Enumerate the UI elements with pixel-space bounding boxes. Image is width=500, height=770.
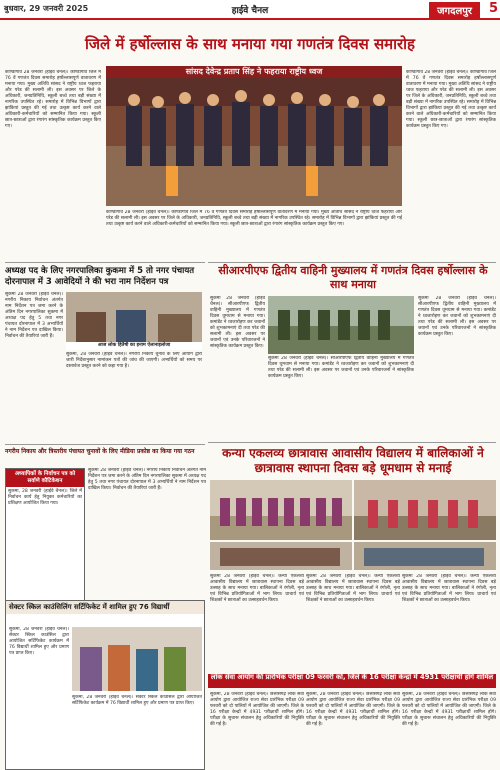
box-left-2-headline: सेक्टर स्किल काउंसिलिंग सर्टिफिकेट में शामिल हुए 76 विद्यार्थी [6, 601, 204, 614]
exam-body-2: सुकमा, 28 जनवरी (हाईवे चैनल)। छत्तीसगढ़ लोक सेवा आयोग द्वारा आयोजित राज्य सेवा प्रारंभिक परीक्षा 09 फरवरी को दो पालियों में आयोजित की जाएगी। जिले के 16 परीक्षा केन्द्रों में 4931 परीक्षार्थी शामिल होंगे। परीक्षा के सुचारू संचालन हेतु अधिकारियों की नियुक्ति की गई है। [306, 692, 400, 727]
school-headline: कन्या एकलव्य छात्रावास आवासीय विद्यालय में बालिकाओं ने छात्रावास स्थापना दिवस बड़े धूमधाम से मनाई [222, 446, 484, 475]
masthead-city: जगदलपुर [429, 2, 480, 18]
exam-body-3: सुकमा, 28 जनवरी (हाईवे चैनल)। छत्तीसगढ़ लोक सेवा आयोग द्वारा आयोजित राज्य सेवा प्रारंभिक परीक्षा 09 फरवरी को दो पालियों में आयोजित की जाएगी। जिले के 16 परीक्षा केन्द्रों में 4931 परीक्षार्थी शामिल होंगे। परीक्षा के सुचारू संचालन हेतु अधिकारियों की नियुक्ति की गई है। [402, 692, 496, 727]
left-extra-body: सुकमा 28 जनवरी (हाईवे चैनल)। नगरीय निकाय निर्वाचन अंतर्गत नाम निर्देशन पत्र जमा करने के अंतिम दिन नगरपालिका सुकमा में अध्यक्ष पद हेतु 5 तथा नगर पंचायत दोरनापाल में 3 अभ्यर्थियों ने नाम निर्देशन पत्र दाखिल किया। निर्वाचन की तैयारियां जारी हैं। [88, 468, 206, 491]
left-story-body: सुकमा 28 जनवरी (हाईवे चैनल)। नगरीय निकाय निर्वाचन अंतर्गत नाम निर्देशन पत्र जमा करने के अंतिम दिन नगरपालिका सुकमा में अध्यक्ष पद हेतु 5 तथा नगर पंचायत दोरनापाल में 3 अभ्यर्थियों ने नाम निर्देशन पत्र दाखिल किया। निर्वाचन की तैयारियां जारी हैं। [5, 292, 63, 339]
crpf-body-right: सुकमा 28 जनवरी (हाईवे चैनल)। सीआरपीएफ द्वितीय वाहिनी मुख्यालय में गणतंत्र दिवस धूमधाम से मनाया गया। कमांडेंट ने ध्वजारोहण कर जवानों को शुभकामनाएं दी तथा परेड की सलामी ली। इस अवसर पर जवानों एवं उनके परिवारजनों ने सांस्कृतिक कार्यक्रम प्रस्तुत किए। [418, 296, 496, 337]
page-number: 5 [488, 1, 498, 16]
main-story-body: कोण्डागांव 28 जनवरी (हाईवे चैनल)। कोण्डागांव जिले में 76 वें गणतंत्र दिवस समारोह हर्षोल्लासपूर्ण वातावरण में मनाया गया। मुख्य अतिथि सांसद ने राष्ट्रीय ध्वज फहराया और परेड की सलामी ली। इस अवसर पर जिले के अधिकारी, जनप्रतिनिधि, स्कूली बच्चे तथा बड़ी संख्या में नागरिक उपस्थित रहे। समारोह में विभिन्न विभागों द्वारा झांकियां प्रस्तुत की गई तथा उत्कृष्ट कार्य करने वाले अधिकारी-कर्मचारियों को सम्मानित किया गया। स्कूली छात्र-छात्राओं द्वारा रंगारंग सांस्कृतिक कार्यक्रम प्रस्तुत किए गए। [5, 70, 101, 129]
center-story-body: सुकमा, 28 जनवरी (हाईवे चैनल)। नगरीय निकाय चुनाव के लिए आयोग द्वारा जारी निर्देशानुसार नामांकन पत्रों की जांच की जाएगी। अभ्यर्थियों को समय पर दस्तावेज प्रस्तुत करने को कहा गया है। [66, 352, 202, 369]
box-left-2-body: सुकमा, 28 जनवरी (हाईवे चैनल)। सेक्टर स्किल काउंसिल द्वारा आयोजित सर्टिफिकेट कार्यक्रम में 76 विद्यार्थी शामिल हुए और प्रमाण पत्र प्राप्त किए। [9, 627, 69, 656]
masthead-paper-name: हाईवे चैनल [231, 6, 269, 16]
crpf-headline: सीआरपीएफ द्वितीय वाहिनी मुख्यालय में गणतंत्र दिवस हर्षोल्लास के साथ मनाया [218, 264, 488, 291]
meeting-photo-caption: आज लोक हितैषी का इनाम ऐलानाइलोजा [66, 342, 202, 350]
masthead [0, 0, 500, 20]
box-left-1-headline: अध्यापिकों के निर्वाचन पत्र को सर्वाणे कौटिकेशन [6, 469, 84, 487]
school-body-1: सुकमा 28 जनवरी (हाईवे चैनल)। कन्या एकलव्य आवासीय विद्यालय में छात्रावास स्थापना दिवस बड़े उत्साह के साथ मनाया गया। बालिकाओं ने रंगोली, नृत्य एवं विभिन्न प्रतियोगिताओं में भाग लिया। प्राचार्य एवं शिक्षकों ने छात्राओं का उत्साहवर्धन किया। [210, 574, 304, 603]
exam-body-1: सुकमा, 28 जनवरी (हाईवे चैनल)। छत्तीसगढ़ लोक सेवा आयोग द्वारा आयोजित राज्य सेवा प्रारंभिक परीक्षा 09 फरवरी को दो पालियों में आयोजित की जाएगी। जिले के 16 परीक्षा केन्द्रों में 4931 परीक्षार्थी शामिल होंगे। परीक्षा के सुचारू संचालन हेतु अधिकारियों की नियुक्ति की गई है। [210, 692, 304, 727]
certificate-photo [72, 627, 202, 691]
masthead-date: बुधवार, 29 जनवरी 2025 [4, 4, 89, 13]
exam-headline: लोक सेवा आयोग की प्रारंभिक परीक्षा 09 फरवरी को, जिले के 16 परीक्षा केन्द्रों में 4931 परीक्षार्थी होंगे शामिल [208, 674, 496, 688]
box-left-1-body: सुकमा, 28 जनवरी (हाईवे चैनल)। जिले में निर्वाचन कार्य हेतु नियुक्त कर्मचारियों का प्रशिक्षण आयोजित किया गया। [8, 489, 82, 506]
box-left-2 [5, 600, 205, 770]
school-photo-2 [354, 480, 496, 540]
photo-caption-band: सांसद देवेन्द्र प्रताप सिंह ने फहराया राष्ट्रीय ध्वज [106, 66, 402, 78]
school-body-3: सुकमा 28 जनवरी (हाईवे चैनल)। कन्या एकलव्य आवासीय विद्यालय में छात्रावास स्थापना दिवस बड़े उत्साह के साथ मनाया गया। बालिकाओं ने रंगोली, नृत्य एवं विभिन्न प्रतियोगिताओं में भाग लिया। प्राचार्य एवं शिक्षकों ने छात्राओं का उत्साहवर्धन किया। [402, 574, 496, 603]
crpf-photo [268, 296, 414, 354]
main-headline: जिले में हर्षोल्लास के साथ मनाया गया गणतंत्र दिवस समारोह [85, 35, 415, 53]
school-body-2: सुकमा 28 जनवरी (हाईवे चैनल)। कन्या एकलव्य आवासीय विद्यालय में छात्रावास स्थापना दिवस बड़े उत्साह के साथ मनाया गया। बालिकाओं ने रंगोली, नृत्य एवं विभिन्न प्रतियोगिताओं में भाग लिया। प्राचार्य एवं शिक्षकों ने छात्राओं का उत्साहवर्धन किया। [306, 574, 400, 603]
school-photo-3 [210, 542, 352, 570]
school-photo-1 [210, 480, 352, 540]
main-story-body-right: कोण्डागांव 28 जनवरी (हाईवे चैनल)। कोण्डागांव जिले में 76 वें गणतंत्र दिवस समारोह हर्षोल्लासपूर्ण वातावरण में मनाया गया। मुख्य अतिथि सांसद ने राष्ट्रीय ध्वज फहराया और परेड की सलामी ली। इस अवसर पर जिले के अधिकारी, जनप्रतिनिधि, स्कूली बच्चे तथा बड़ी संख्या में नागरिक उपस्थित रहे। समारोह में विभिन्न विभागों द्वारा झांकियां प्रस्तुत की गई तथा उत्कृष्ट कार्य करने वाले अधिकारी-कर्मचारियों को सम्मानित किया गया। स्कूली छात्र-छात्राओं द्वारा रंगारंग सांस्कृतिक कार्यक्रम प्रस्तुत किए गए। [406, 70, 496, 129]
box-left-1 [5, 468, 85, 608]
box-left-2-body-right: सुकमा, 28 जनवरी (हाईवे चैनल)। सेक्टर स्किल काउंसिल द्वारा आयोजित सर्टिफिकेट कार्यक्रम में 76 विद्यार्थी शामिल हुए और प्रमाण पत्र प्राप्त किए। [72, 695, 202, 706]
media-cell-headline: नगरीय निकाय और त्रिस्तरीय पंचायत चुनावों के लिए मीडिया प्रकोष्ठ का किया गया गठन [5, 448, 195, 455]
crpf-body-center: सुकमा 28 जनवरी (हाईवे चैनल)। सीआरपीएफ द्वितीय वाहिनी मुख्यालय में गणतंत्र दिवस धूमधाम से मनाया गया। कमांडेंट ने ध्वजारोहण कर जवानों को शुभकामनाएं दी तथा परेड की सलामी ली। इस अवसर पर जवानों एवं उनके परिवारजनों ने सांस्कृतिक कार्यक्रम प्रस्तुत किए। [268, 356, 414, 379]
crpf-body: सुकमा 28 जनवरी (हाईवे चैनल)। सीआरपीएफ द्वितीय वाहिनी मुख्यालय में गणतंत्र दिवस धूमधाम से मनाया गया। कमांडेंट ने ध्वजारोहण कर जवानों को शुभकामनाएं दी तथा परेड की सलामी ली। इस अवसर पर जवानों एवं उनके परिवारजनों ने सांस्कृतिक कार्यक्रम प्रस्तुत किए। [210, 296, 265, 349]
parade-photo [106, 66, 402, 206]
school-photo-4 [354, 542, 496, 570]
main-story-body-bottom: कोण्डागांव 28 जनवरी (हाईवे चैनल)। कोण्डागांव जिले में 76 वें गणतंत्र दिवस समारोह हर्षोल्लासपूर्ण वातावरण में मनाया गया। मुख्य अतिथि सांसद ने राष्ट्रीय ध्वज फहराया और परेड की सलामी ली। इस अवसर पर जिले के अधिकारी, जनप्रतिनिधि, स्कूली बच्चे तथा बड़ी संख्या में नागरिक उपस्थित रहे। समारोह में विभिन्न विभागों द्वारा झांकियां प्रस्तुत की गई तथा उत्कृष्ट कार्य करने वाले अधिकारी-कर्मचारियों को सम्मानित किया गया। स्कूली छात्र-छात्राओं द्वारा रंगारंग सांस्कृतिक कार्यक्रम प्रस्तुत किए गए। [106, 210, 402, 227]
meeting-photo [66, 292, 202, 342]
left-story-headline: अध्यक्ष पद के लिए नगरपालिका कुकमा में 5 तो नगर पंचायत दोरनापाल में 3 आवेदियों ने की भरा नाम निर्देशन पत्र [5, 266, 195, 287]
